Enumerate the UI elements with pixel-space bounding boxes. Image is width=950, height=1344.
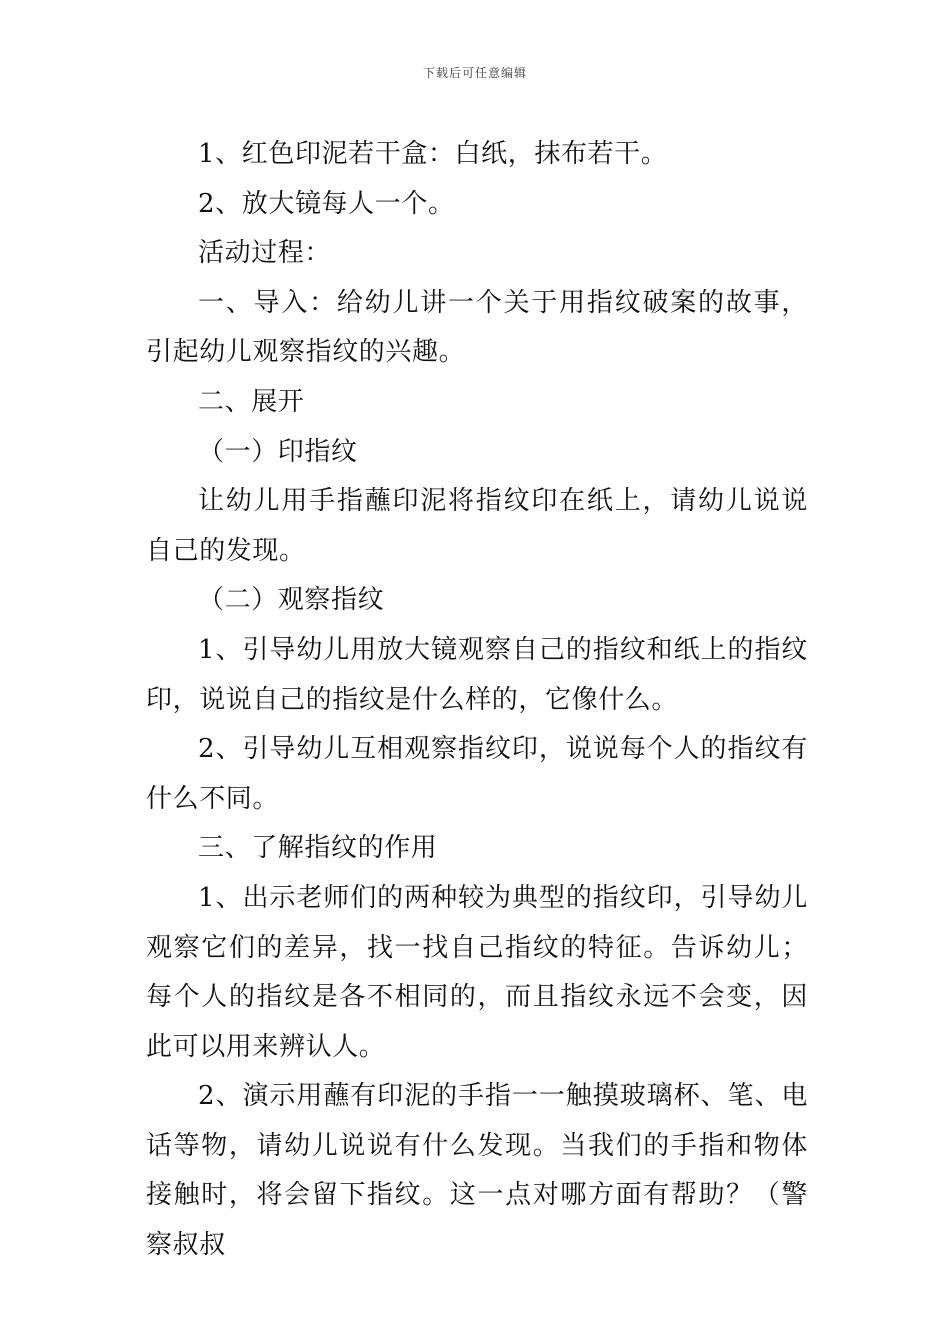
step-intro: 一、导入：给幼儿讲一个关于用指纹破案的故事，引起幼儿观察指纹的兴趣。 [146,287,808,368]
page-header: 下载后可任意编辑 [422,66,527,80]
materials-item-2: 2、放大镜每人一个。 [198,188,455,219]
purpose-item-2: 2、演示用蘸有印泥的手指一一触摸玻璃杯、笔、电话等物，请幼儿说说有什么发现。当我们的手指和物体接触时，将会留下指纹。这一点对哪方面有帮助？（警察叔叔 [146,1081,808,1261]
section-heading-purpose: 三、了解指纹的作用 [198,833,438,864]
section-heading-process: 活动过程： [198,238,332,269]
subheading-observe-fingerprint: （二）观察指纹 [198,585,385,616]
purpose-item-1: 1、出示老师们的两种较为典型的指纹印，引导幼儿观察它们的差异，找一找自己指纹的特征。告诉幼儿；每个人的指纹是各不相同的，而且指纹永远不会变，因此可以用来辨认人。 [146,882,808,1062]
observe-item-2: 2、引导幼儿互相观察指纹印，说说每个人的指纹有什么不同。 [146,734,808,814]
document-body [146,130,808,1271]
section-heading-expand: 二、展开 [198,386,305,417]
paragraph-print-fingerprint: 让幼儿用手指蘸印泥将指纹印在纸上，请幼儿说说自己的发现。 [146,486,808,566]
subheading-print-fingerprint: （一）印指纹 [198,436,358,467]
observe-item-1: 1、引导幼儿用放大镜观察自己的指纹和纸上的指纹印，说说自己的指纹是什么样的，它像什么。 [146,634,808,715]
materials-item-1: 1、红色印泥若干盒：白纸，抹布若干。 [198,139,668,169]
